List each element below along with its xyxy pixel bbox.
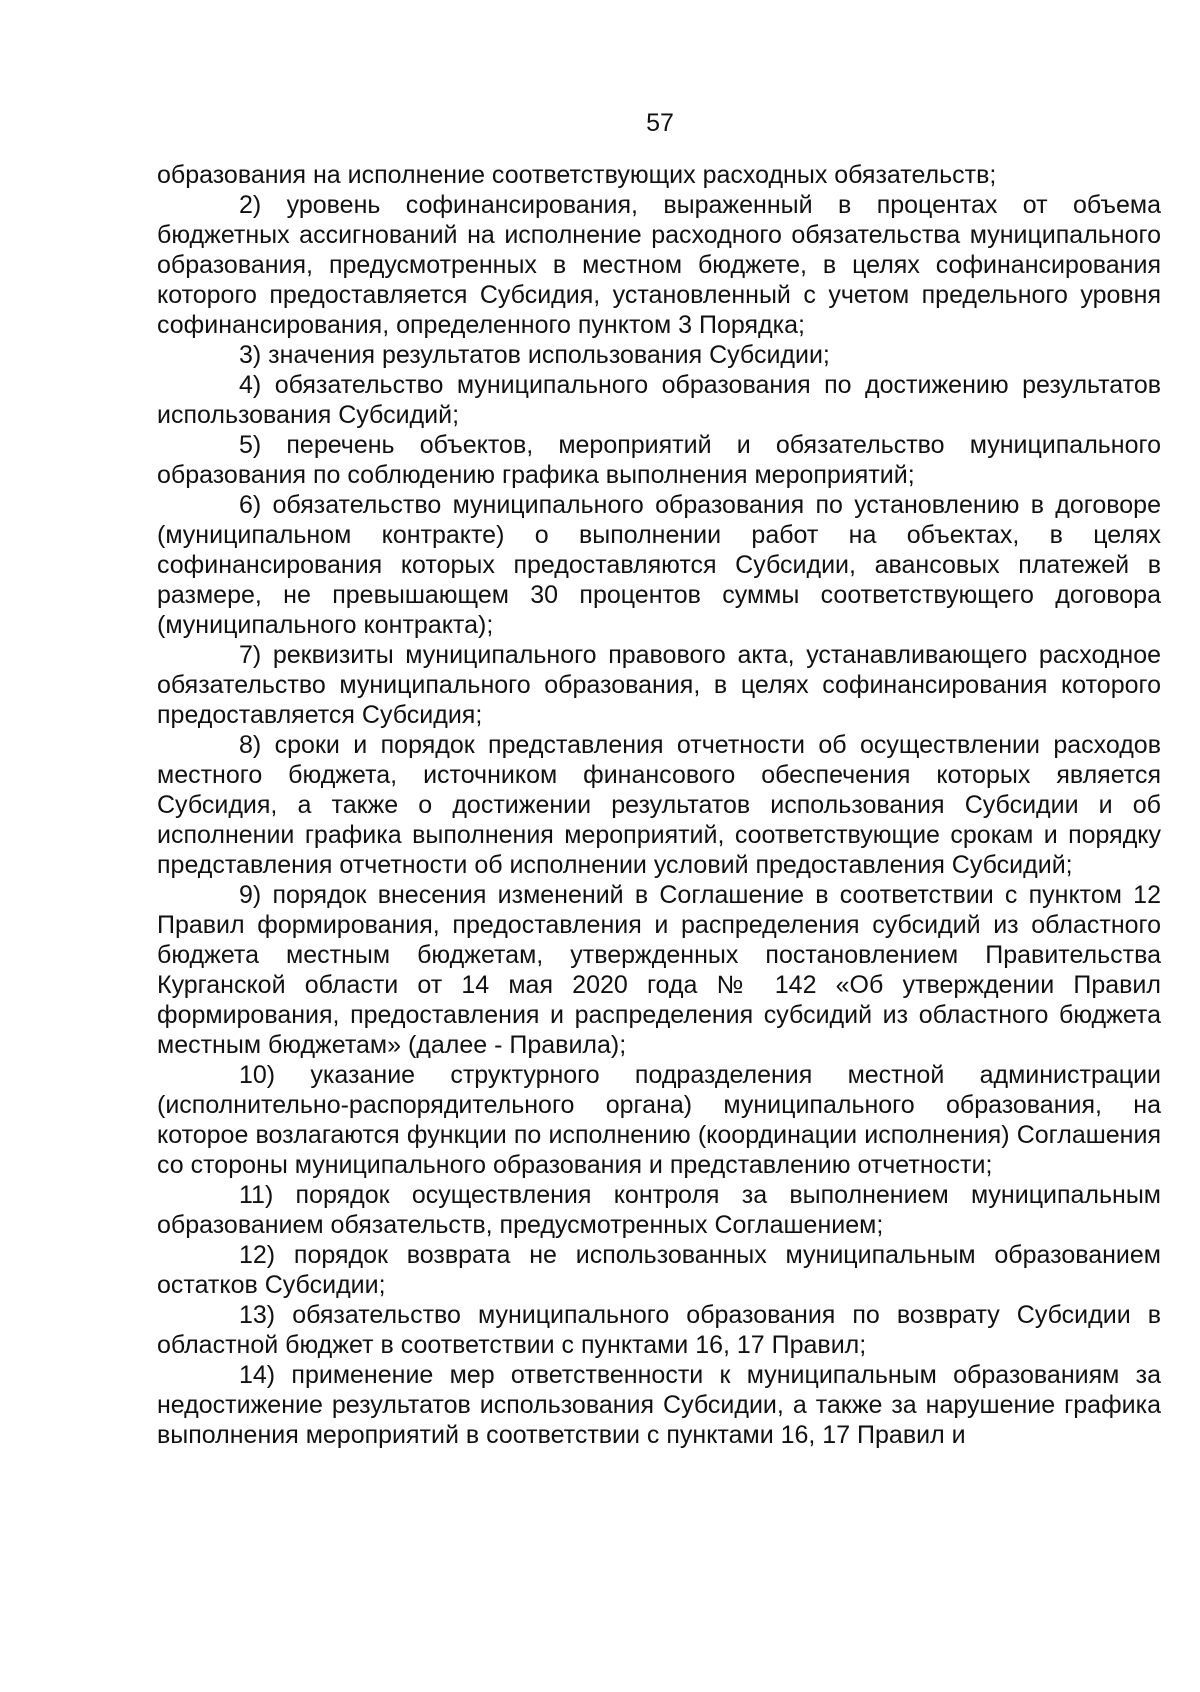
list-item-3: 3) значения результатов использования Субсидии; [239, 341, 830, 369]
list-item-9: 9) порядок внесения изменений в Соглашение в соответствии с пунктом 12 Правил формирования, предоставления и распределения субсидий из областного бюджета местным бюджетам, утвержденных постановлением Правительства Курганской области от 14 мая 2020 года № 142 «Об утверждении Правил формирования, предоставления и распределения субсидий из областного бюджета местным бюджетам» (далее - Правила); [157, 881, 1161, 1059]
list-item-7: 7) реквизиты муниципального правового акта, устанавливающего расходное обязательство муниципального образования, в целях софинансирования которого предоставляется Субсидия; [157, 641, 1161, 729]
list-item-8: 8) сроки и порядок представления отчетности об осуществлении расходов местного бюджета, источником финансового обеспечения которых является Субсидия, а также о достижении результатов использования Субсидии и об исполнении графика выполнения мероприятий, соответствующие срокам и порядку представления отчетности об исполнении условий предоставления Субсидий; [157, 731, 1161, 879]
page-number: 57 [646, 109, 674, 137]
list-item-6: 6) обязательство муниципального образования по установлению в договоре (муниципальном контракте) о выполнении работ на объектах, в целях софинансирования которых предоставляются Субсидии, авансовых платежей в размере, не превышающем 30 процентов суммы соответствующего договора (муниципального контракта); [157, 491, 1161, 639]
list-item-2: 2) уровень софинансирования, выраженный в процентах от объема бюджетных ассигнований на исполнение расходного обязательства муниципального образования, предусмотренных в местном бюджете, в целях софинансирования которого предоставляется Субсидия, установленный с учетом предельного уровня софинансирования, определенного пунктом 3 Порядка; [157, 191, 1161, 339]
list-item-14: 14) применение мер ответственности к муниципальным образованиям за недостижение результатов использования Субсидии, а также за нарушение графика выполнения мероприятий в соответствии с пунктами 16, 17 Правил и [157, 1361, 1161, 1449]
document-body [157, 160, 1161, 1450]
list-item-4: 4) обязательство муниципального образования по достижению результатов использования Субсидий; [157, 371, 1161, 429]
list-item-13: 13) обязательство муниципального образования по возврату Субсидии в областной бюджет в соответствии с пунктами 16, 17 Правил; [157, 1301, 1161, 1359]
paragraph-continuation: образования на исполнение соответствующих расходных обязательств; [157, 161, 997, 189]
list-item-10: 10) указание структурного подразделения местной администрации (исполнительно-распорядительного органа) муниципального образования, на которое возлагаются функции по исполнению (координации исполнения) Соглашения со стороны муниципального образования и представлению отчетности; [157, 1061, 1161, 1179]
list-item-12: 12) порядок возврата не использованных муниципальным образованием остатков Субсидии; [157, 1241, 1161, 1299]
list-item-5: 5) перечень объектов, мероприятий и обязательство муниципального образования по соблюдению графика выполнения мероприятий; [157, 431, 1161, 489]
list-item-11: 11) порядок осуществления контроля за выполнением муниципальным образованием обязательств, предусмотренных Соглашением; [157, 1181, 1161, 1239]
